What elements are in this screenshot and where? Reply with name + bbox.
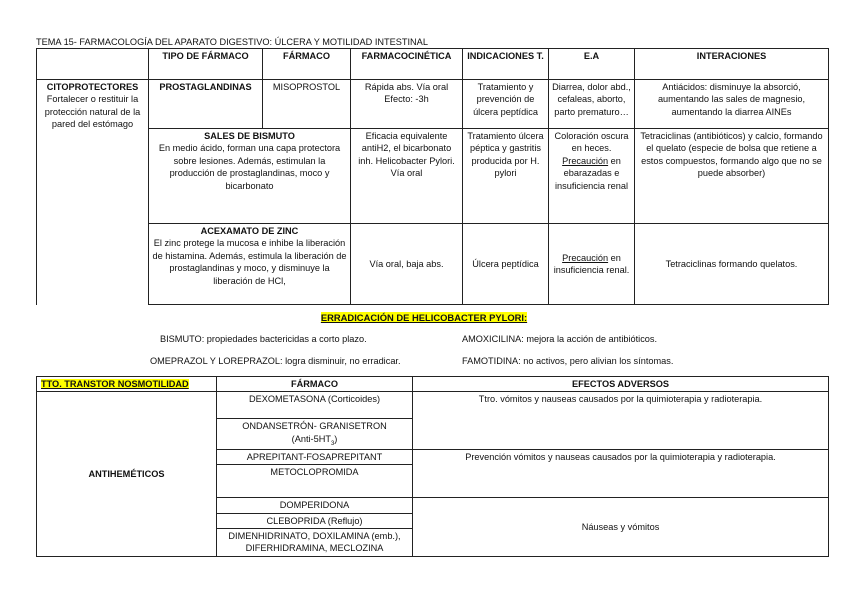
precaucion-label: Precaución <box>562 252 609 263</box>
indicaciones-cell: Úlcera peptídica <box>463 224 549 305</box>
tipo-cell: PROSTAGLANDINAS <box>149 80 263 129</box>
tipo-name: SALES DE BISMUTO <box>204 131 295 141</box>
drug-cell: ONDANSETRÓN- GRANISETRON $(Anti-5HT_3)$ <box>217 419 413 449</box>
indicaciones-cell: Tratamiento úlcera péptica y gastritis producida por H. pylori <box>463 129 549 224</box>
ea-cell: Diarrea, dolor abd., cefaleas, aborto, parto prematuro… <box>549 80 635 129</box>
bismuto-note: BISMUTO: propiedades bactericidas a corto plazo. <box>160 334 367 344</box>
effect-cell: Ttro. vómitos y nauseas causados por la quimioterapia y radioterapia. <box>413 392 829 449</box>
pk-cell: Rápida abs. Vía oral Efecto: -3h <box>351 80 463 129</box>
document-title: TEMA 15- FARMACOLOGÍA DEL APARATO DIGESTIVO: ÚLCERA Y MOTILIDAD INTESTINAL <box>36 37 428 47</box>
header-cell <box>37 377 217 392</box>
group-name: CITOPROTECTORES <box>46 82 139 92</box>
antiemeticos-table <box>36 376 829 557</box>
omeprazol-note: OMEPRAZOL Y LOREPRAZOL: logra disminuir, no erradicar. <box>150 356 401 366</box>
ea-cell <box>549 129 635 224</box>
farmaco-cell: MISOPROSTOL <box>263 80 351 129</box>
citoprotectores-table <box>36 48 829 305</box>
indicaciones-cell: Tratamiento y prevención de úlcera peptídica <box>463 80 549 129</box>
effect-cell: Náuseas y vómitos <box>413 498 829 557</box>
erradicacion-title-wrap <box>0 312 848 325</box>
header-cell: FÁRMACO <box>217 377 413 392</box>
header-cell: TIPO DE FÁRMACO <box>149 49 263 80</box>
drug-cell: METOCLOPROMIDA <box>217 465 413 498</box>
group-cell <box>37 80 149 305</box>
tipo-cell <box>149 129 351 224</box>
tipo-cell <box>149 224 351 305</box>
ea-text: en insuficiencia renal. <box>553 252 630 275</box>
header-cell: INTERACIONES <box>635 49 829 80</box>
ea-cell <box>549 224 635 305</box>
ea-text: en ebarazadas e insuficiencia renal <box>554 155 629 191</box>
tipo-description: El zinc protege la mucosa e inhibe la liberación de histamina. Además, estimula la liberación de prostaglandinas y moco, y disminuye la liberación de HCl, <box>152 238 347 286</box>
table-row <box>37 224 829 305</box>
header-cell: FARMACOCINÉTICA <box>351 49 463 80</box>
motilidad-header: TTO. TRANSTOR NOSMOTILIDAD <box>41 379 189 389</box>
group-cell: ANTIHEMÉTICOS <box>37 392 217 556</box>
table-header-row <box>37 49 829 80</box>
header-cell: EFECTOS ADVERSOS <box>413 377 829 392</box>
erradicacion-title: ERRADICACIÓN DE HELICOBACTER PYLORI: <box>320 312 528 323</box>
drug-cell: DEXOMETASONA (Corticoides) <box>217 392 413 419</box>
pk-cell: Eficacia equivalente antiH2, el bicarbonato inh. Helicobacter Pylori. Vía oral <box>351 129 463 224</box>
amoxicilina-note: AMOXICILINA: mejora la acción de antibióticos. <box>462 334 658 344</box>
famotidina-note: FAMOTIDINA: no activos, pero alivian los síntomas. <box>462 356 674 366</box>
group-description: Fortalecer o restituir la protección natural de la pared del estómago <box>44 94 141 130</box>
pk-cell: Vía oral, baja abs. <box>351 224 463 305</box>
header-cell: INDICACIONES T. <box>463 49 549 80</box>
header-cell <box>37 49 149 80</box>
drug-cell: DOMPERIDONA <box>217 498 413 513</box>
precaucion-label: Precaución <box>562 155 609 166</box>
header-cell: FÁRMACO <box>263 49 351 80</box>
drug-cell: DIMENHIDRINATO, DOXILAMINA (emb.), DIFERHIDRAMINA, MECLOZINA <box>217 529 413 557</box>
drug-cell: APREPITANT-FOSAPREPITANT <box>217 449 413 464</box>
table-row <box>37 80 829 129</box>
interaciones-cell: Antiácidos: disminuye la absorció, aumentando las sales de magnesio, aumentando la diarrea AINEs <box>635 80 829 129</box>
table-row <box>37 392 829 419</box>
table-header-row <box>37 377 829 392</box>
tipo-name: ACEXAMATO DE ZINC <box>200 226 299 236</box>
interaciones-cell: Tetraciclinas (antibióticos) y calcio, formando el quelato (especie de bolsa que retiene a estos compuestos, formando algo que no se puede absorber) <box>635 129 829 224</box>
drug-cell: CLEBOPRIDA (Reflujo) <box>217 513 413 528</box>
interaciones-cell: Tetraciclinas formando quelatos. <box>635 224 829 305</box>
tipo-description: En medio ácido, forman una capa protectora sobre lesiones. Además, estimulan la producción de prostaglandinas, moco y bicarbonato <box>158 143 341 191</box>
table-row <box>37 129 829 224</box>
header-cell: E.A <box>549 49 635 80</box>
ea-text: Coloración oscura en heces. <box>554 131 629 154</box>
effect-cell: Prevención vómitos y nauseas causados por la quimioterapia y radioterapia. <box>413 449 829 497</box>
